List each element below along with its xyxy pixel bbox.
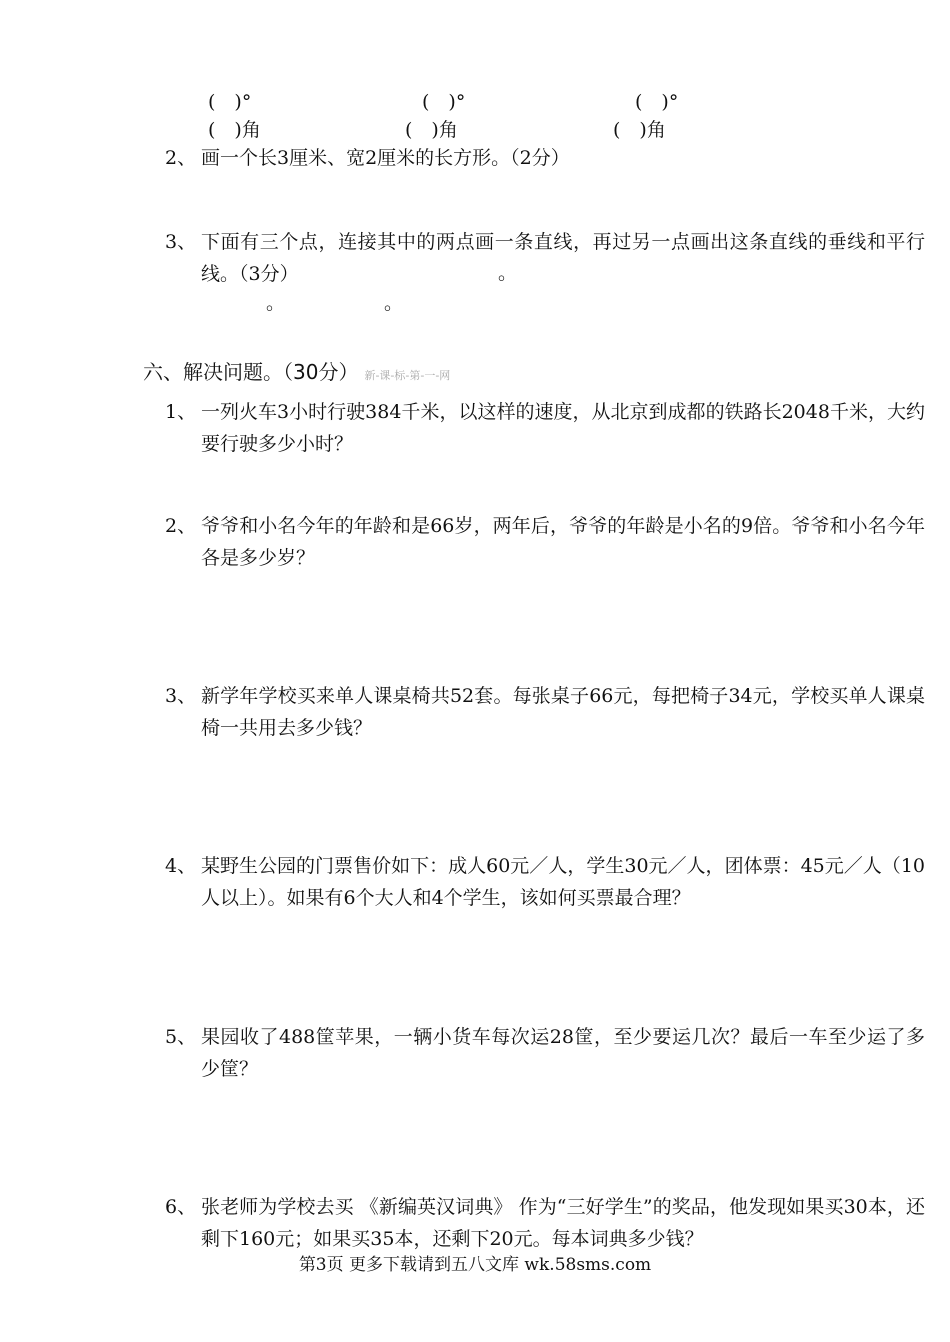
problem-3 [165, 680, 925, 744]
section-title: 六、解决问题。（30分） [143, 360, 359, 384]
point-dot-3: 。 [384, 292, 404, 314]
angle-degree-blank-1: ( )° [208, 91, 252, 113]
point-dot-1: 。 [498, 262, 518, 284]
problem-number: 4、 [165, 855, 197, 877]
problem-number: 2、 [165, 515, 197, 537]
problem-text: 张老师为学校去买 《新编英汉词典》 作为“三好学生”的奖品，他发现如果买30本，还剩下160元；如果买35本，还剩下20元。每本词典多少钱？ [201, 1196, 925, 1250]
angle-type-blank-3: ( )角 [613, 119, 666, 141]
question-number: 3、 [165, 231, 197, 253]
question-number: 2、 [165, 147, 197, 169]
problem-2 [165, 510, 925, 574]
problem-number: 6、 [165, 1196, 197, 1218]
problem-number: 5、 [165, 1026, 197, 1048]
problem-1 [165, 396, 925, 460]
angle-degree-blank-2: ( )° [422, 91, 466, 113]
problem-5 [165, 1021, 925, 1085]
angle-degree-blank-3: ( )° [635, 91, 679, 113]
problem-6 [165, 1191, 925, 1255]
problem-number: 1、 [165, 401, 197, 423]
watermark-text: 新-课-标-第-一-网 [364, 369, 451, 382]
problem-text: 某野生公园的门票售价如下：成人60元／人，学生30元／人，团体票：45元／人（10人以上）。如果有6个大人和4个学生，该如何买票最合理？ [201, 855, 925, 909]
problem-4 [165, 850, 925, 914]
angle-type-blank-1: ( )角 [208, 119, 261, 141]
problem-text: 一列火车3小时行驶384千米，以这样的速度，从北京到成都的铁路长2048千米，大约要行驶多少小时？ [201, 401, 925, 455]
question-text: 下面有三个点，连接其中的两点画一条直线，再过另一点画出这条直线的垂线和平行线。（3分） [201, 231, 925, 285]
problem-text: 新学年学校买来单人课桌椅共52套。每张桌子66元，每把椅子34元，学校买单人课桌椅一共用去多少钱？ [201, 685, 925, 739]
problem-number: 3、 [165, 685, 197, 707]
page-footer: 第3页 更多下载请到五八文库 wk.58sms.com [298, 1255, 652, 1275]
problem-text: 爷爷和小名今年的年龄和是66岁，两年后，爷爷的年龄是小名的9倍。爷爷和小名今年各是多少岁？ [201, 515, 925, 569]
question-2 [165, 142, 925, 174]
question-3 [165, 226, 925, 290]
question-text: 画一个长3厘米、宽2厘米的长方形。（2分） [201, 147, 570, 169]
point-dot-2: 。 [266, 292, 286, 314]
problem-text: 果园收了488筐苹果，一辆小货车每次运28筐，至少要运几次？最后一车至少运了多少筐？ [201, 1026, 925, 1080]
section-6-heading [143, 356, 450, 392]
angle-type-blank-2: ( )角 [405, 119, 458, 141]
